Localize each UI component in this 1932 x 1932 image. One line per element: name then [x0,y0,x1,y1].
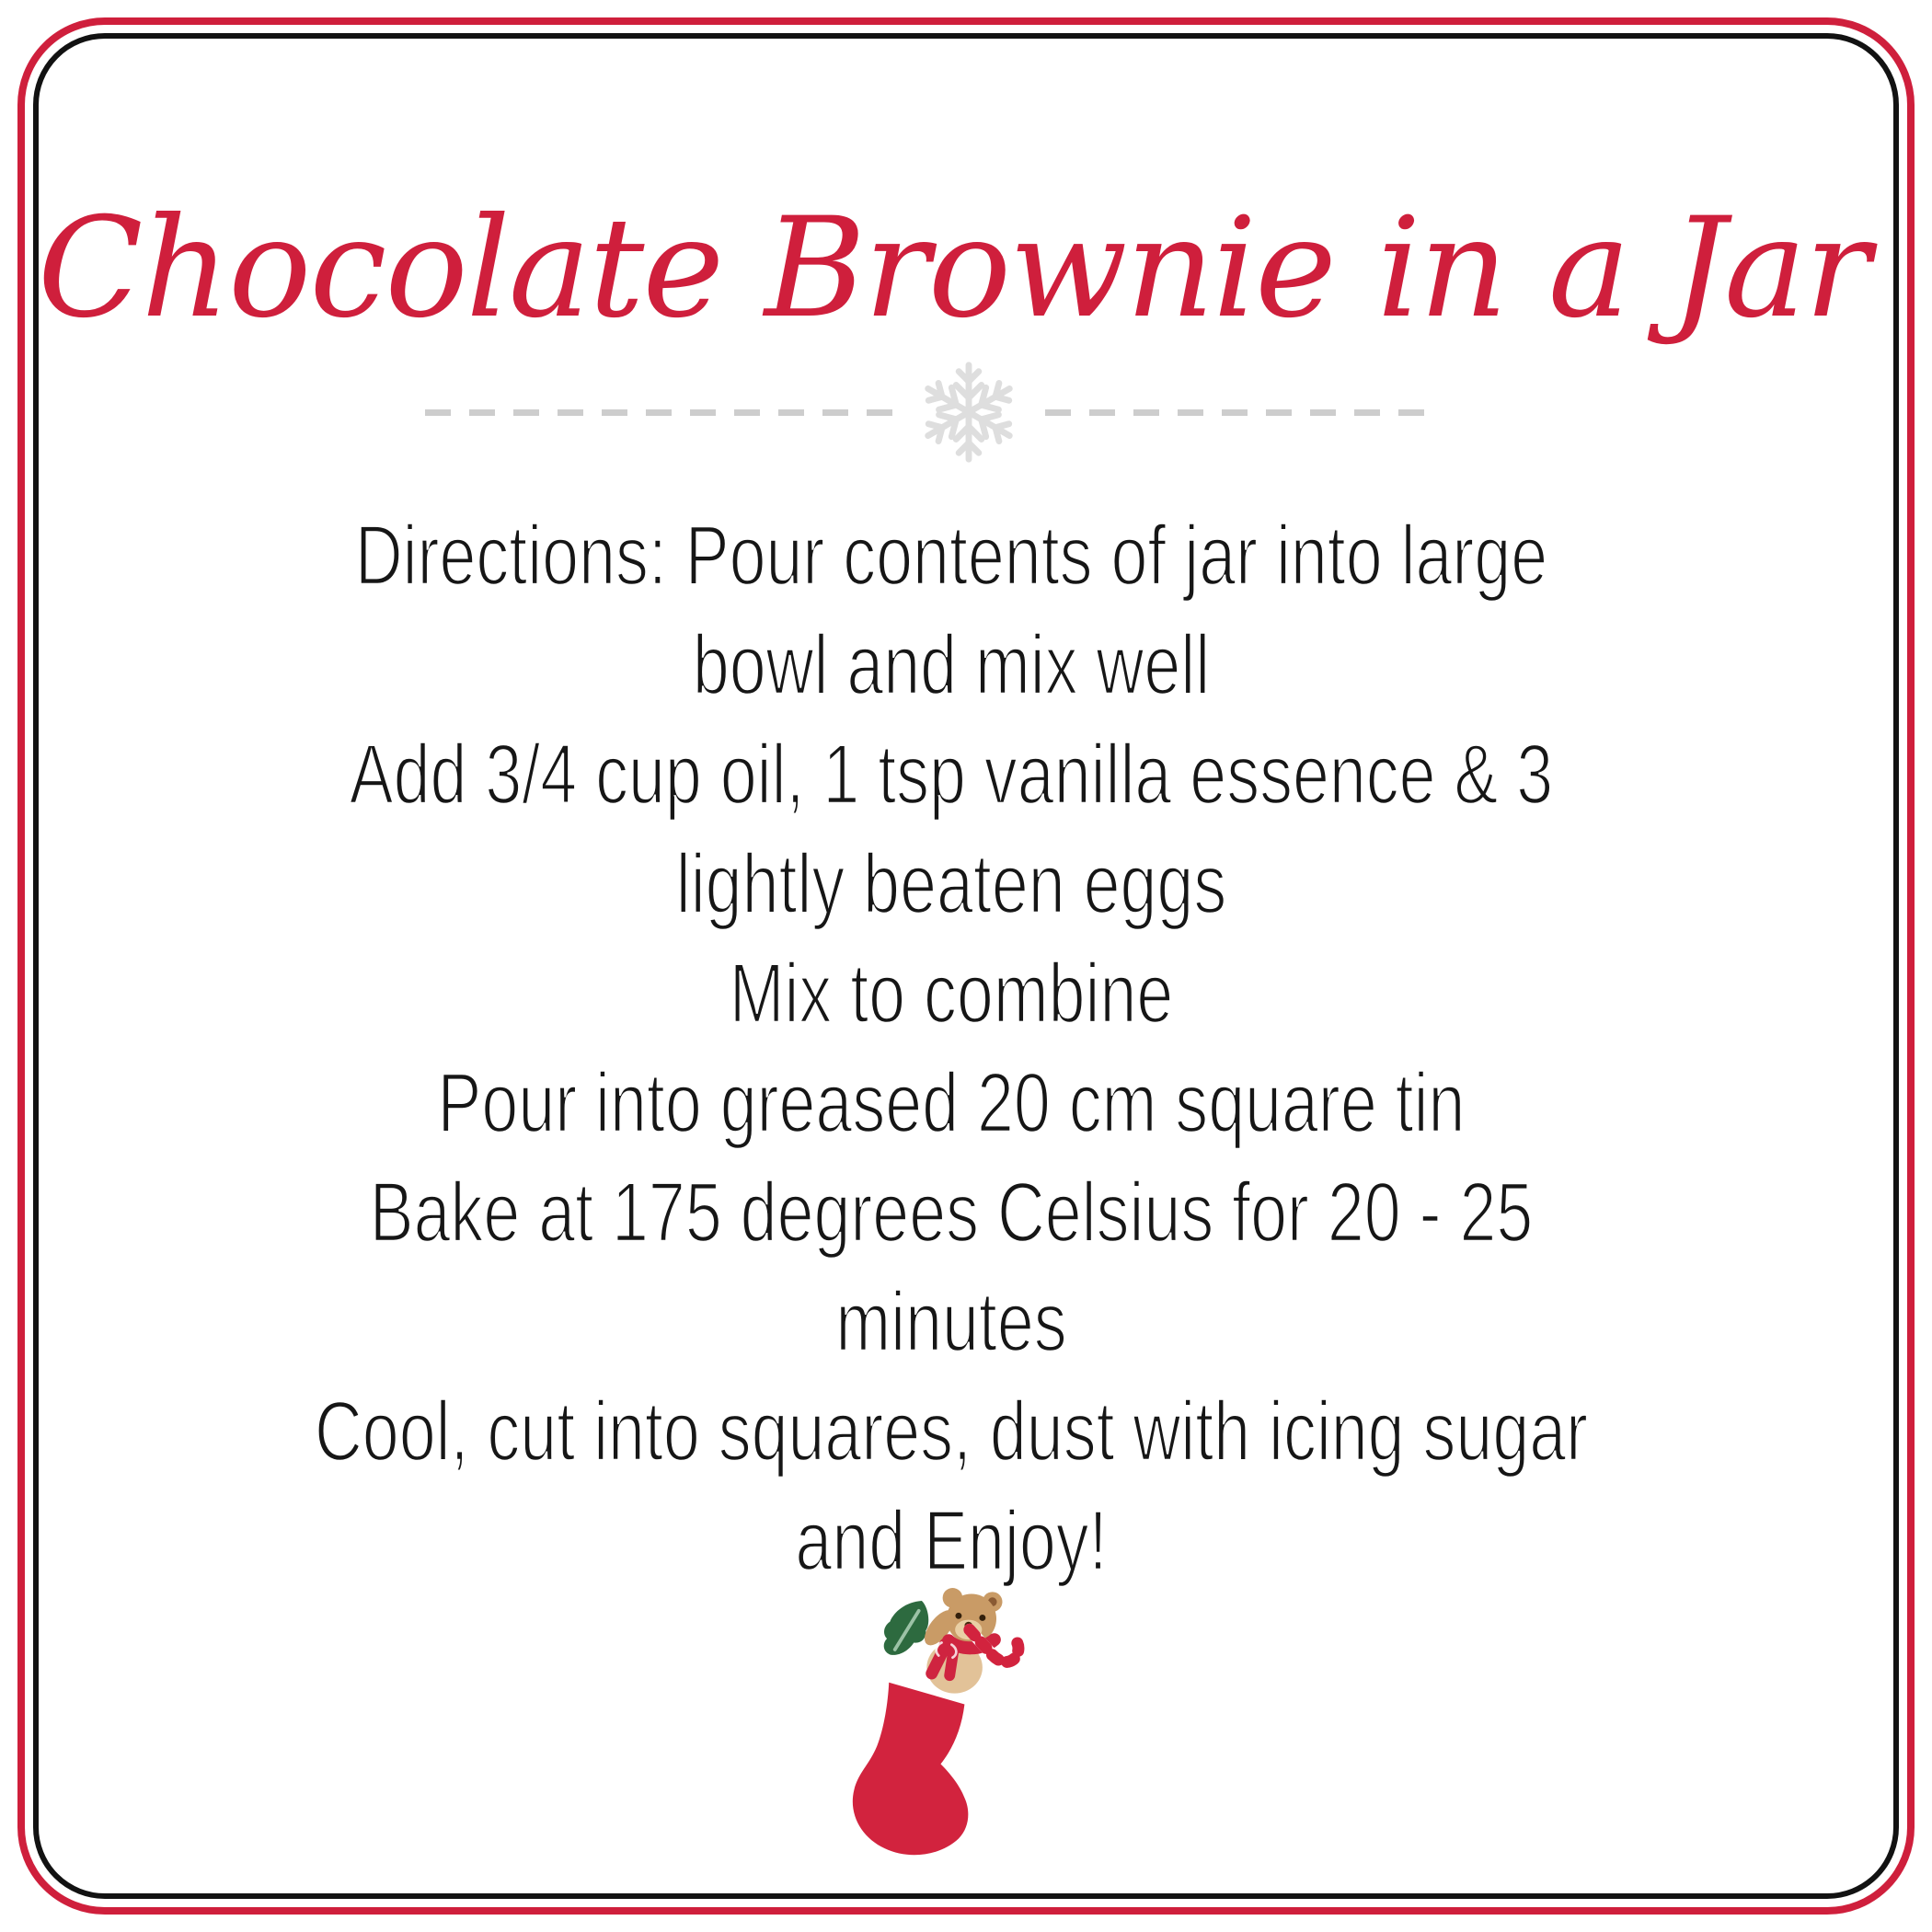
directions-line: Cool, cut into squares, dust with icing sugar [314,1385,1589,1478]
directions-line: Add 3/4 cup oil, 1 tsp vanilla essence & 3 [349,728,1554,822]
divider-dashes-left [425,409,892,416]
holly-leaf-icon [884,1601,929,1655]
directions-line: lightly beaten eggs [675,837,1227,931]
directions-line: Mix to combine [729,947,1174,1041]
directions-line: Pour into greased 20 cm square tin [437,1056,1466,1150]
teddy-bear-icon [919,1588,1003,1694]
directions-line: Bake at 175 degrees Celsius for 20 - 25 [369,1166,1534,1259]
christmas-stocking-illustration [802,1588,1043,1869]
directions-line: and Enjoy! [795,1494,1108,1588]
snowflake-divider [0,357,1891,467]
page-title: Chocolate Brownie in a Jar [37,189,1869,349]
divider-dashes-right [1045,409,1424,416]
directions-line: Directions: Pour contents of jar into large [354,509,1548,603]
stocking-icon [853,1683,969,1856]
directions-text [11,501,1892,1596]
directions-line: bowl and mix well [692,618,1211,712]
directions-line: minutes [835,1275,1067,1369]
snowflake-icon [914,358,1023,466]
